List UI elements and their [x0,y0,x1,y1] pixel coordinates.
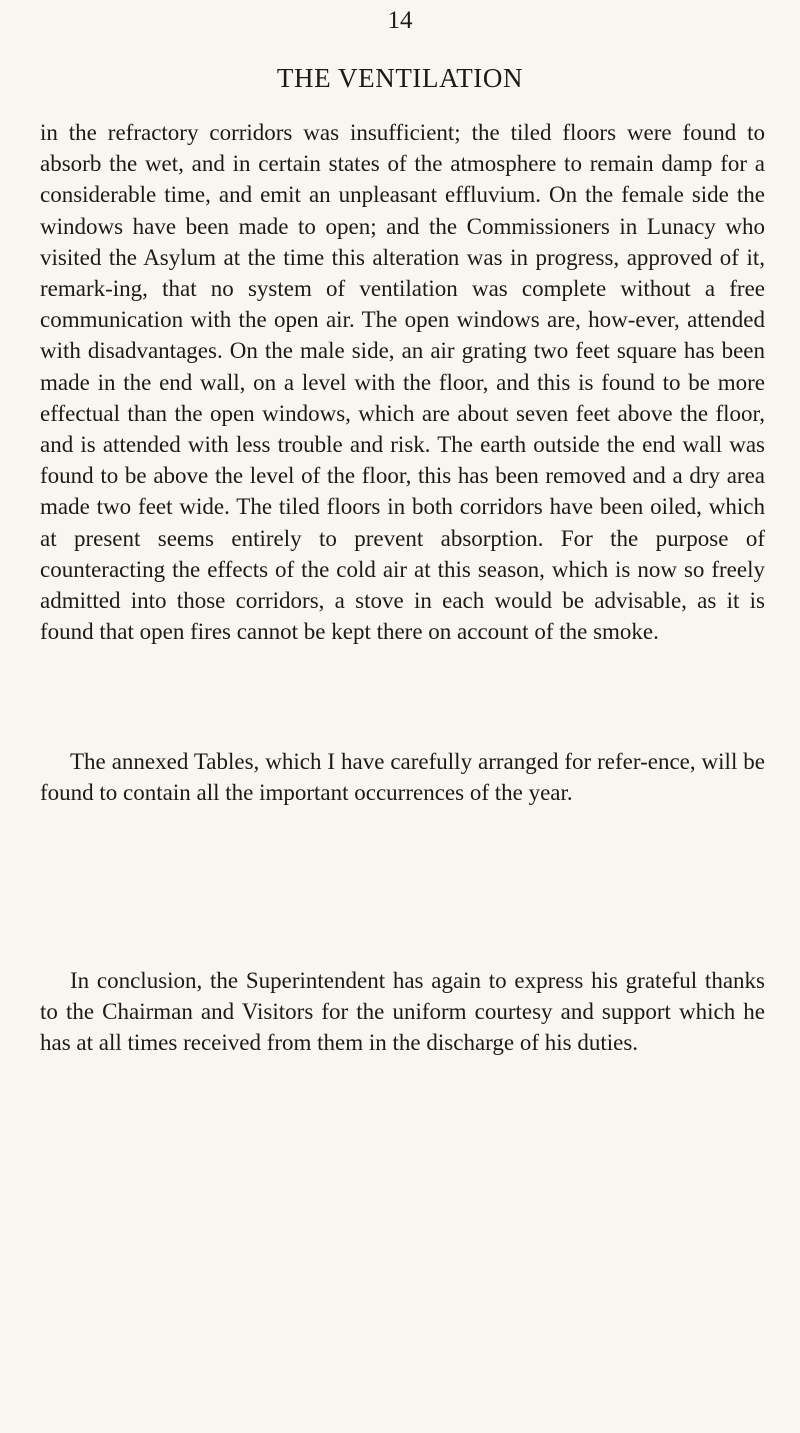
paragraph-ventilation: in the refractory corridors was insufficient; the tiled floors were found to absorb the wet, and in certain states of the atmosphere to remain damp for a considerable time, and emit an unpleasant effluvium. On the female side the windows have been made to open; and the Commissioners in Lunacy who visited the Asylum at the time this alteration was in progress, approved of it, remark-ing, that no system of ventilation was complete without a free communication with the open air. The open windows are, how-ever, attended with disadvantages. On the male side, an air grating two feet square has been made in the end wall, on a level with the floor, and this is found to be more effectual than the open windows, which are about seven feet above the floor, and is attended with less trouble and risk. The earth outside the end wall was found to be above the level of the floor, this has been removed and a dry area made two feet wide. The tiled floors in both corridors have been oiled, which at present seems entirely to prevent absorption. For the purpose of counteracting the effects of the cold air at this season, which is now so freely admitted into those corridors, a stove in each would be advisable, as it is found that open fires cannot be kept there on account of the smoke. [40,120,765,645]
paragraph-annexed-tables: The annexed Tables, which I have carefully arranged for refer-ence, will be found to contain all the important occurrences of the year. [40,749,765,806]
running-head: THE VENTILATION [276,63,524,93]
page-number: 14 [387,7,413,34]
paragraph-conclusion: In conclusion, the Superintendent has again to express his grateful thanks to the Chairman and Visitors for the uniform courtesy and support which he has at all times received from them in the discharge of his duties. [40,968,765,1056]
